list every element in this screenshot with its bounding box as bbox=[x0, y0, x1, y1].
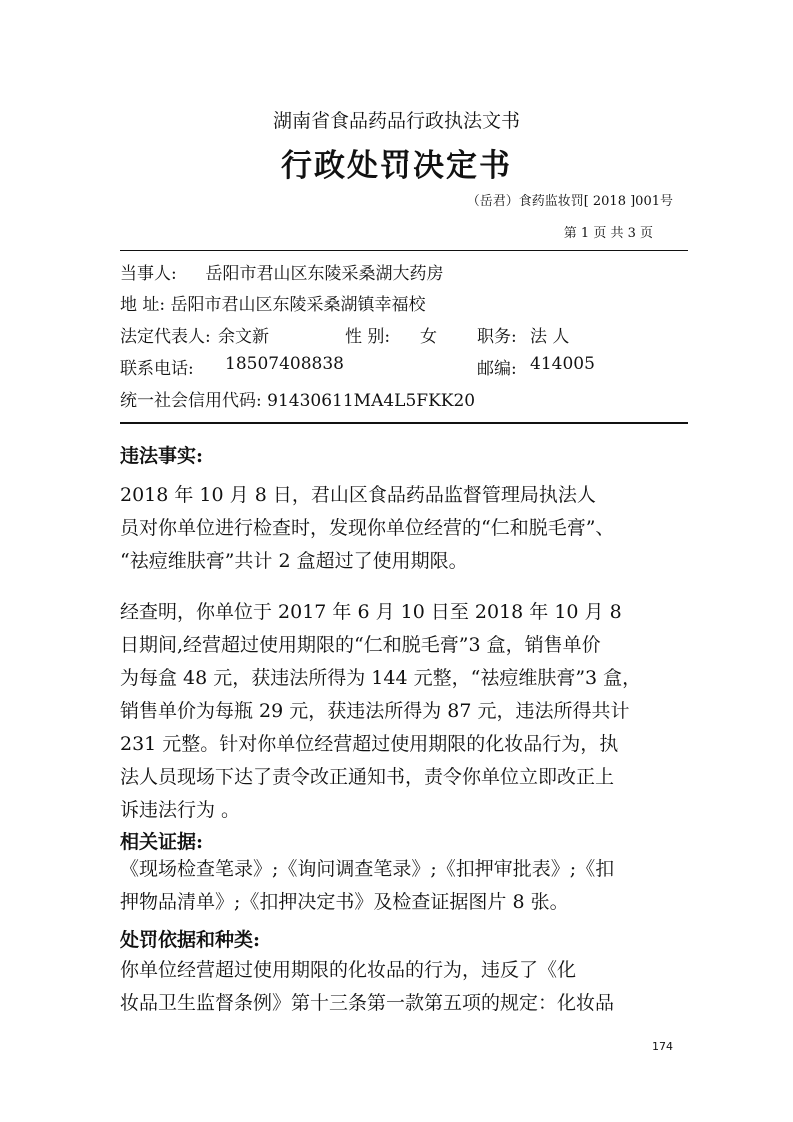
page-info: 第 1 页 共 3 页 bbox=[563, 226, 653, 241]
text-line: 诉违法行为 。 bbox=[120, 799, 241, 821]
text-line: 法人员现场下达了责令改正通知书，责令你单位立即改正上 bbox=[120, 766, 615, 788]
party-phone-label: 联系电话: bbox=[120, 359, 194, 379]
facts-paragraph-2 bbox=[120, 596, 690, 827]
party-name-row bbox=[120, 259, 444, 284]
party-name-label: 当事人: bbox=[120, 264, 177, 284]
party-rep-label: 法定代表人: bbox=[120, 327, 211, 347]
party-phone-value: 18507408838 bbox=[225, 354, 344, 374]
text-line: 销售单价为每瓶 29 元，获违法所得为 87 元，违法所得共计 bbox=[120, 700, 630, 722]
document-title: 行政处罚决定书 bbox=[281, 148, 512, 184]
party-address-row bbox=[120, 290, 426, 315]
party-credit-value: 91430611MA4L5FKK20 bbox=[267, 391, 476, 411]
party-postcode-label: 邮编: bbox=[477, 359, 517, 379]
text-line: 经查明，你单位于 2017 年 6 月 10 日至 2018 年 10 月 8 bbox=[120, 601, 622, 623]
text-line: “祛痘维肤膏”共计 2 盒超过了使用期限。 bbox=[120, 550, 468, 572]
text-line: 员对你单位进行检查时，发现你单位经营的“仁和脱毛膏”、 bbox=[120, 517, 615, 539]
facts-paragraph-1 bbox=[120, 479, 690, 578]
evidence-paragraph bbox=[120, 853, 690, 919]
party-credit-row bbox=[120, 386, 475, 411]
text-line: 231 元整。针对你单位经营超过使用期限的化妆品行为，执 bbox=[120, 733, 619, 755]
page-number: 174 bbox=[652, 1040, 673, 1053]
text-line: 押物品清单》;《扣押决定书》及检查证据图片 8 张。 bbox=[120, 891, 569, 913]
text-line: 2018 年 10 月 8 日，君山区食品药品监督管理局执法人 bbox=[120, 484, 596, 506]
document-subtitle: 湖南省食品药品行政执法文书 bbox=[272, 110, 520, 132]
party-address-value: 岳阳市君山区东陵采桑湖镇幸福校 bbox=[170, 295, 426, 315]
party-credit-label: 统一社会信用代码: bbox=[120, 391, 262, 411]
info-divider bbox=[120, 422, 688, 424]
facts-heading: 违法事实: bbox=[120, 445, 204, 467]
party-position-label: 职务: bbox=[477, 327, 517, 347]
basis-paragraph bbox=[120, 954, 690, 1020]
party-address-label: 地 址: bbox=[120, 295, 166, 315]
text-line: 为每盒 48 元，获违法所得为 144 元整，“祛痘维肤膏”3 盒， bbox=[120, 667, 642, 689]
document-number: （岳君）食药监妆罚[ 2018 ]001号 bbox=[466, 194, 673, 209]
party-gender-value: 女 bbox=[420, 327, 437, 347]
party-position-value: 法 人 bbox=[530, 327, 570, 347]
party-postcode-value: 414005 bbox=[530, 354, 595, 374]
text-line: 《现场检查笔录》;《询问调查笔录》;《扣押审批表》;《扣 bbox=[120, 858, 615, 880]
top-divider bbox=[120, 250, 688, 251]
party-rep-value: 余文新 bbox=[218, 327, 269, 347]
evidence-heading: 相关证据: bbox=[120, 831, 204, 853]
party-gender-label: 性 别: bbox=[345, 327, 391, 347]
party-name-value: 岳阳市君山区东陵采桑湖大药房 bbox=[205, 264, 444, 284]
basis-heading: 处罚依据和种类: bbox=[120, 929, 261, 951]
text-line: 妆品卫生监督条例》第十三条第一款第五项的规定：化妆品 bbox=[120, 992, 615, 1014]
text-line: 日期间,经营超过使用期限的“仁和脱毛膏”3 盒，销售单价 bbox=[120, 634, 601, 656]
text-line: 你单位经营超过使用期限的化妆品的行为，违反了《化 bbox=[120, 959, 577, 981]
